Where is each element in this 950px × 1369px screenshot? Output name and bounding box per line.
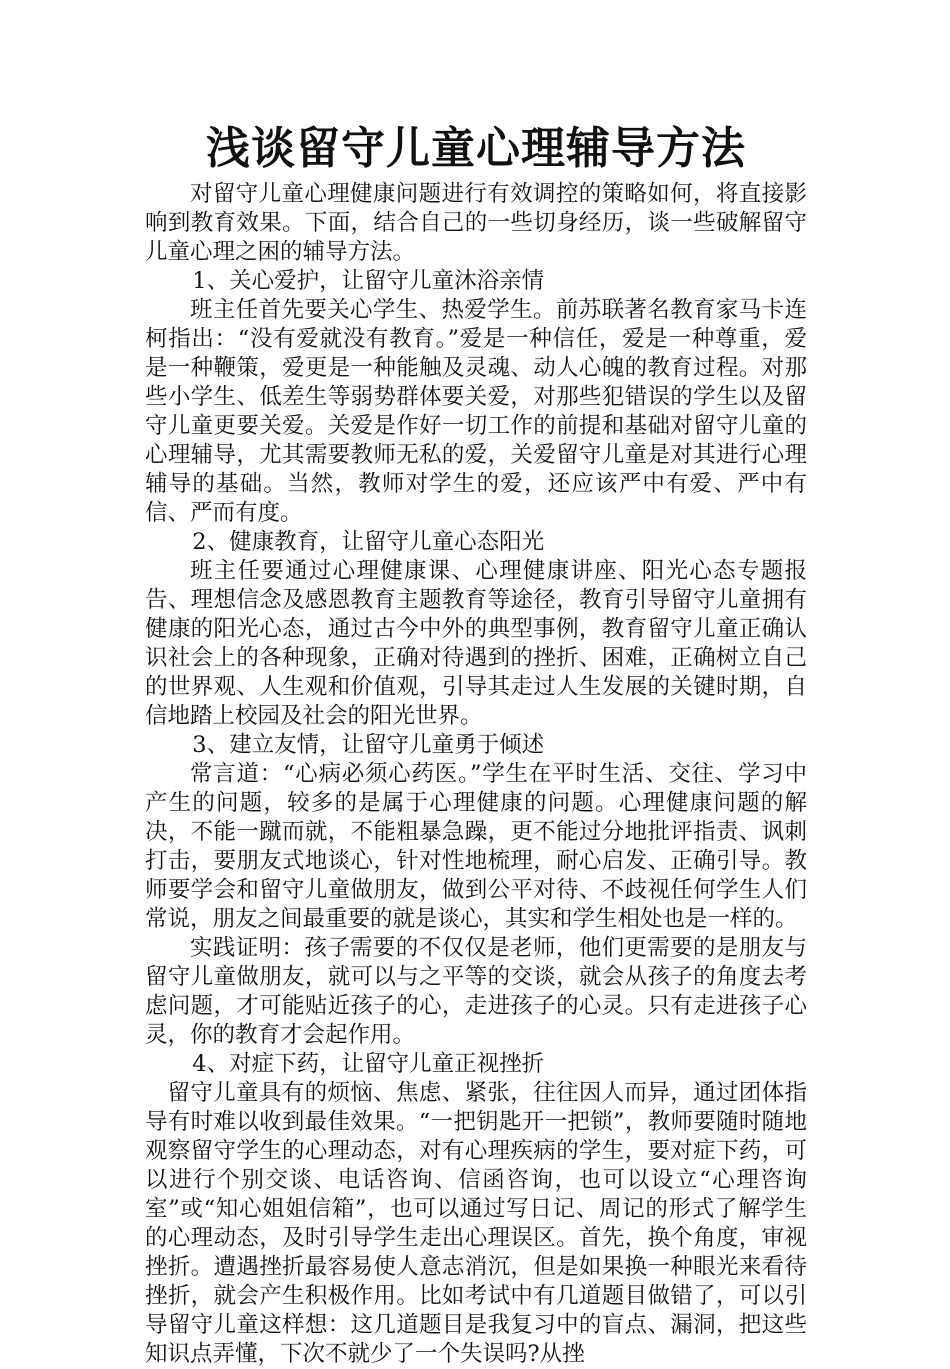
paragraph-intro: 对留守儿童心理健康问题进行有效调控的策略如何，将直接影响到教育效果。下面，结合自己的一些切身经历，谈一些破解留守儿童心理之困的辅导方法。 <box>145 181 807 265</box>
paragraph-section-1: 班主任首先要关心学生、热爱学生。前苏联著名教育家马卡连柯指出：“没有爱就没有教育。”爱是一种信任，爱是一种尊重，爱是一种鞭策，爱更是一种能触及灵魂、动人心魄的教育过程。对那些小学生、低差生等弱势群体要关爱，对那些犯错误的学生以及留守儿童更要关爱。关爱是作好一切工作的前提和基础对留守儿童的心理辅导，尤其需要教师无私的爱，关爱留守儿童是对其进行心理辅导的基础。当然，教师对学生的爱，还应该严中有爱、严中有信、严而有度。 <box>145 297 807 526</box>
paragraph-section-2: 班主任要通过心理健康课、心理健康讲座、阳光心态专题报告、理想信念及感恩教育主题教育等途径，教育引导留守儿童拥有健康的阳光心态，通过古今中外的典型事例，教育留守儿童正确认识社会上的各种现象，正确对待遇到的挫折、困难，正确树立自己的世界观、人生观和价值观，引导其走过人生发展的关键时期，自信地踏上校园及社会的阳光世界。 <box>145 558 807 729</box>
section-heading-3: 3、建立友情，让留守儿童勇于倾述 <box>192 732 545 758</box>
document-body <box>145 180 807 1369</box>
paragraph-section-3b: 实践证明：孩子需要的不仅仅是老师，他们更需要的是朋友与留守儿童做朋友，就可以与之平等的交谈，就会从孩子的角度去考虑问题，才可能贴近孩子的心，走进孩子的心灵。只有走进孩子心灵，你的教育才会起作用。 <box>145 935 807 1048</box>
section-heading-4: 4、对症下药，让留守儿童正视挫折 <box>192 1051 545 1077</box>
section-heading-1: 1、关心爱护，让留守儿童沐浴亲情 <box>192 268 545 294</box>
paragraph-section-3a: 常言道：“心病必须心药医。”学生在平时生活、交往、学习中产生的问题，较多的是属于心理健康的问题。心理健康问题的解决，不能一蹴而就，不能粗暴急躁，更不能过分地批评指责、讽刺打击，要朋友式地谈心，针对性地梳理，耐心启发、正确引导。教师要学会和留守儿童做朋友，做到公平对待、不歧视任何学生人们常说，朋友之间最重要的就是谈心，其实和学生相处也是一样的。 <box>145 761 807 932</box>
document-page <box>145 118 807 1369</box>
document-title: 浅谈留守儿童心理辅导方法 <box>206 123 746 174</box>
section-heading-2: 2、健康教育，让留守儿童心态阳光 <box>192 529 545 555</box>
paragraph-section-4: 留守儿童具有的烦恼、焦虑、紧张，往往因人而异，通过团体指导有时难以收到最佳效果。“一把钥匙开一把锁”，教师要随时随地观察留守学生的心理动态，对有心理疾病的学生，要对症下药，可以进行个别交谈、电话咨询、信函咨询，也可以设立“心理咨询室”或“知心姐姐信箱”，也可以通过写日记、周记的形式了解学生的心理动态，及时引导学生走出心理误区。首先，换个角度，审视挫折。遭遇挫折最容易使人意志消沉，但是如果换一种眼光来看待挫折，就会产生积极作用。比如考试中有几道题目做错了，可以引导留守儿童这样想：这几道题目是我复习中的盲点、漏洞，把这些知识点弄懂，下次不就少了一个失误吗?从挫 <box>145 1080 807 1367</box>
